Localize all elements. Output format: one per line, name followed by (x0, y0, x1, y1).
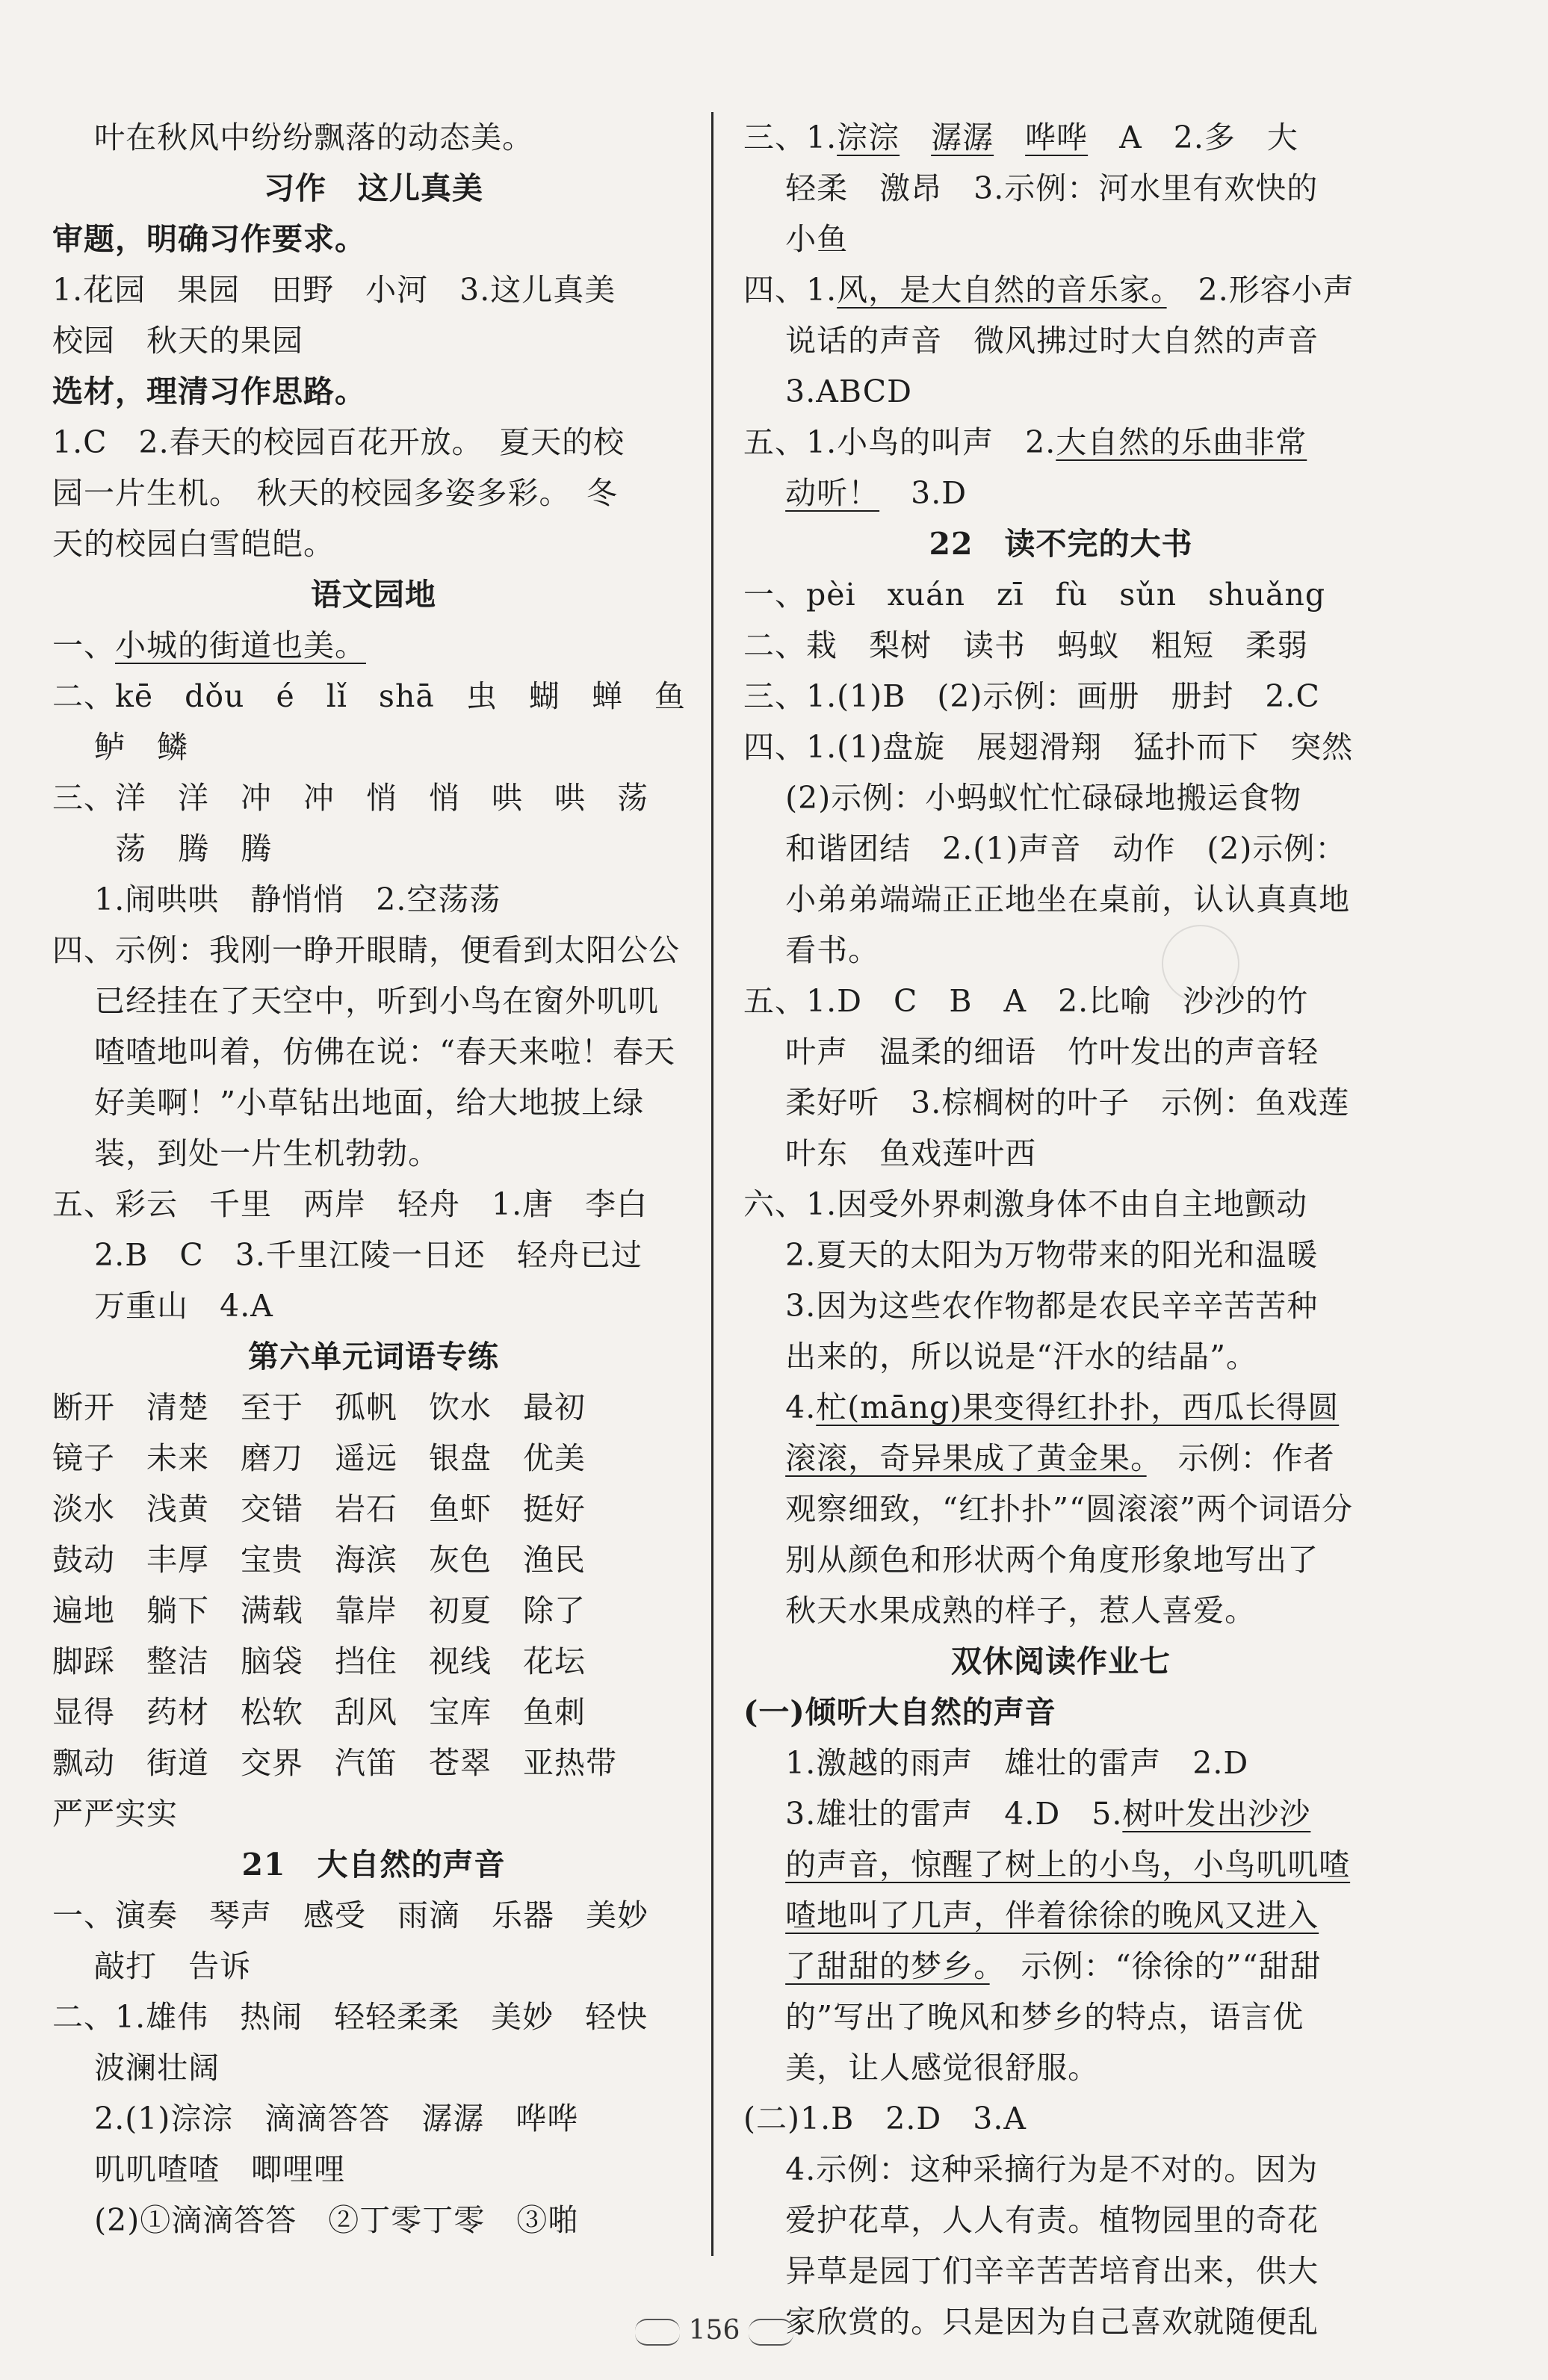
text-segment: 3.因为这些农作物都是农民辛辛苦苦种 (743, 1288, 1319, 1324)
text-segment: 五、彩云 千里 两岸 轻舟 1.唐 李白 (52, 1186, 648, 1222)
text-segment: A 2.多 大 (1088, 120, 1298, 155)
text-segment (743, 1847, 785, 1882)
section-heading (743, 518, 1378, 569)
column-divider (711, 112, 713, 2256)
text-segment: 三、1. (743, 120, 838, 155)
section-heading (52, 1331, 695, 1382)
text-segment: 家欣赏的。只是因为自己喜欢就随便乱 (743, 2304, 1319, 2340)
text-segment: 喳地叫了几声，伴着徐徐的晚风又进入 (785, 1897, 1319, 1933)
text-segment (743, 1440, 785, 1476)
text-segment: 看书。 (743, 932, 880, 968)
text-line (743, 1484, 1378, 1534)
text-line (743, 1992, 1378, 2042)
text-line (52, 214, 695, 264)
text-segment: 波澜壮阔 (52, 2050, 220, 2086)
text-segment: 潺潺 (931, 120, 994, 155)
text-line (52, 468, 695, 518)
text-line (52, 1026, 695, 1077)
text-segment: 滚滚，奇异果成了黄金果。 (785, 1440, 1147, 1476)
text-line (743, 2195, 1378, 2246)
text-segment (743, 475, 785, 511)
text-line (52, 112, 695, 163)
text-segment: 1.花园 果园 田野 小河 3.这儿真美 (52, 272, 616, 308)
text-segment: 鼓动 丰厚 宝贵 海滨 灰色 渔民 (52, 1542, 586, 1578)
text-segment: 鲈 鳞 (52, 729, 189, 765)
text-line (743, 163, 1378, 214)
text-segment (900, 120, 931, 155)
text-line (743, 620, 1378, 671)
text-segment: 淙淙 (837, 120, 900, 155)
text-line (52, 1534, 695, 1585)
text-segment: 四、示例：我刚一睁开眼睛，便看到太阳公公 (52, 932, 680, 968)
section-heading (52, 1839, 695, 1890)
text-line (743, 976, 1378, 1026)
text-line (52, 1636, 695, 1687)
text-line (52, 2093, 695, 2144)
text-line (52, 1077, 695, 1128)
text-line (52, 315, 695, 366)
text-line (52, 1992, 695, 2042)
text-line (743, 1382, 1378, 1433)
text-segment: 一、 (52, 627, 115, 663)
text-segment: 杧(māng)果变得红扑扑，西瓜长得圆 (816, 1389, 1340, 1425)
text-line (743, 874, 1378, 925)
text-segment: 校园 秋天的果园 (52, 323, 303, 359)
text-segment (994, 120, 1025, 155)
text-segment: 装，到处一片生机勃勃。 (52, 1135, 440, 1171)
text-segment: 显得 药材 松软 刮风 宝库 鱼刺 (52, 1694, 586, 1730)
text-line (743, 264, 1378, 315)
text-segment (743, 1897, 785, 1933)
text-segment: 小鱼 (743, 221, 849, 257)
text-line (52, 2144, 695, 2195)
text-segment: 1.激越的雨声 雄壮的雷声 2.D (743, 1745, 1249, 1781)
text-segment: 大自然的乐曲非常 (1056, 424, 1307, 460)
text-segment: 观察细致，“红扑扑”“圆滚滚”两个词语分 (743, 1491, 1353, 1527)
text-line (743, 1026, 1378, 1077)
text-line (743, 468, 1378, 518)
page-number: 156 (669, 2308, 759, 2353)
text-segment: 淡水 浅黄 交错 岩石 鱼虾 挺好 (52, 1491, 586, 1527)
text-line (743, 366, 1378, 417)
text-segment: 叶在秋风中纷纷飘落的动态美。 (52, 120, 534, 155)
text-line (743, 1433, 1378, 1484)
text-line (52, 1280, 695, 1331)
text-line (743, 214, 1378, 264)
text-line (52, 1128, 695, 1179)
text-segment: 别从颜色和形状两个角度形象地写出了 (743, 1542, 1319, 1578)
text-segment: 三、洋 洋 冲 冲 悄 悄 哄 哄 荡 (52, 780, 648, 816)
text-line (743, 1179, 1378, 1230)
text-segment: 二、1.雄伟 热闹 轻轻柔柔 美妙 轻快 (52, 1999, 648, 2035)
text-line (743, 925, 1378, 976)
text-line (52, 1484, 695, 1534)
text-line (743, 722, 1378, 772)
text-line (52, 1890, 695, 1941)
text-segment: 四、1. (743, 272, 838, 308)
watermark-stamp (1162, 925, 1239, 1002)
right-column (743, 112, 1378, 2347)
text-segment: 镜子 未来 磨刀 遥远 银盘 优美 (52, 1440, 586, 1476)
text-segment: 六、1.因受外界刺激身体不由自主地颤动 (743, 1186, 1308, 1222)
text-line (743, 1280, 1378, 1331)
text-segment: 2.B C 3.千里江陵一日还 轻舟已过 (52, 1237, 643, 1273)
text-segment: 荡 腾 腾 (52, 831, 273, 867)
text-line (52, 1585, 695, 1636)
text-segment: 2.夏天的太阳为万物带来的阳光和温暖 (743, 1237, 1319, 1273)
text-segment (743, 1948, 785, 1984)
text-line (52, 925, 695, 976)
text-segment: 叶东 鱼戏莲叶西 (743, 1135, 1037, 1171)
text-segment: 3.雄壮的雷声 4.D 5. (743, 1796, 1123, 1832)
text-line (743, 671, 1378, 722)
text-segment: 三、1.(1)B (2)示例：画册 册封 2.C (743, 678, 1320, 714)
text-line (52, 976, 695, 1026)
text-segment: 4. (743, 1389, 817, 1425)
text-line (743, 1230, 1378, 1280)
text-segment: 脚踩 整洁 脑袋 挡住 视线 花坛 (52, 1643, 586, 1679)
text-segment: 已经挂在了天空中，听到小鸟在窗外叽叽 (52, 983, 660, 1019)
text-segment: 选材，理清习作思路。 (52, 374, 366, 409)
text-line (743, 2246, 1378, 2296)
text-segment: 秋天水果成熟的样子，惹人喜爱。 (743, 1593, 1257, 1628)
text-segment: 严严实实 (52, 1796, 178, 1832)
text-line (743, 315, 1378, 366)
text-segment: 的声音，惊醒了树上的小鸟，小鸟叽叽喳 (785, 1847, 1351, 1882)
text-line (743, 1077, 1378, 1128)
text-line (52, 518, 695, 569)
text-segment: 语文园地 (311, 577, 436, 613)
text-line (743, 1331, 1378, 1382)
text-segment: 爱护花草，人人有责。植物园里的奇花 (743, 2202, 1319, 2238)
text-line (743, 569, 1378, 620)
text-segment: 二、栽 梨树 读书 蚂蚁 粗短 柔弱 (743, 627, 1308, 663)
text-segment: (二)1.B 2.D 3.A (743, 2101, 1027, 2136)
text-segment: 喳喳地叫着，仿佛在说：“春天来啦！春天 (52, 1034, 676, 1070)
text-segment: 了甜甜的梦乡。 (785, 1948, 990, 1984)
text-segment: 1.C 2.春天的校园百花开放。 夏天的校 (52, 424, 625, 460)
text-line (52, 1738, 695, 1788)
text-segment: 飘动 街道 交界 汽笛 苍翠 亚热带 (52, 1745, 617, 1781)
text-line (52, 264, 695, 315)
text-segment: 断开 清楚 至于 孤帆 饮水 最初 (52, 1389, 586, 1425)
text-segment: 审题，明确习作要求。 (52, 221, 366, 257)
text-line (743, 1585, 1378, 1636)
text-segment: 四、1.(1)盘旋 展翅滑翔 猛扑而下 突然 (743, 729, 1354, 765)
text-line (52, 366, 695, 417)
text-segment: 第六单元词语专练 (248, 1339, 499, 1375)
text-line (52, 1687, 695, 1738)
text-segment: 小城的街道也美。 (115, 627, 366, 663)
text-line (52, 620, 695, 671)
text-line (52, 1788, 695, 1839)
text-segment: 园一片生机。 秋天的校园多姿多彩。 冬 (52, 475, 618, 511)
section-heading (52, 569, 695, 620)
text-line (52, 1382, 695, 1433)
text-segment: 好美啊！”小草钻出地面，给大地披上绿 (52, 1085, 645, 1121)
text-line (52, 671, 695, 722)
text-line (743, 417, 1378, 468)
text-line (743, 2093, 1378, 2144)
text-line (743, 823, 1378, 874)
text-segment: 敲打 告诉 (52, 1948, 252, 1984)
text-segment: 21 大自然的声音 (241, 1847, 506, 1882)
text-line (52, 1179, 695, 1230)
text-segment: 二、kē dǒu é lǐ shā 虫 蝴 蝉 鱼 (52, 678, 686, 714)
text-segment: 树叶发出沙沙 (1122, 1796, 1311, 1832)
text-segment: (2)示例：小蚂蚁忙忙碌碌地搬运食物 (743, 780, 1302, 816)
text-segment: 1.闹哄哄 静悄悄 2.空荡荡 (52, 881, 501, 917)
text-segment: 3.D (879, 475, 967, 511)
text-segment: 2.形容小声 (1166, 272, 1354, 308)
text-line (52, 1941, 695, 1992)
text-segment: 习作 这儿真美 (264, 170, 483, 206)
text-line (743, 1890, 1378, 1941)
text-segment: 22 读不完的大书 (929, 526, 1193, 562)
text-line (52, 2042, 695, 2093)
text-segment: (2)①滴滴答答 ②丁零丁零 ③啪 (52, 2202, 580, 2238)
text-segment: 一、pèi xuán zī fù sǔn shuǎng (743, 577, 1326, 613)
text-line (743, 1738, 1378, 1788)
text-segment: 2.(1)淙淙 滴滴答答 潺潺 哗哗 (52, 2101, 579, 2136)
text-segment: 小弟弟端端正正地坐在桌前，认认真真地 (743, 881, 1351, 917)
text-segment: 轻柔 激昂 3.示例：河水里有欢快的 (743, 170, 1319, 206)
text-segment: 异草是园丁们辛辛苦苦培育出来，供大 (743, 2253, 1319, 2289)
text-line (743, 1941, 1378, 1992)
section-heading (743, 1636, 1378, 1687)
text-segment: 美，让人感觉很舒服。 (743, 2050, 1100, 2086)
text-segment: 的”写出了晚风和梦乡的特点，语言优 (743, 1999, 1304, 2035)
text-line (743, 112, 1378, 163)
text-segment: 双休阅读作业七 (951, 1643, 1171, 1679)
text-line (743, 1128, 1378, 1179)
text-line (743, 1534, 1378, 1585)
text-line (743, 1687, 1378, 1738)
text-line (52, 1433, 695, 1484)
text-segment: 遍地 躺下 满载 靠岸 初夏 除了 (52, 1593, 586, 1628)
text-line (52, 823, 695, 874)
text-line (52, 874, 695, 925)
text-line (52, 1230, 695, 1280)
text-line (743, 2144, 1378, 2195)
text-segment: 哗哗 (1025, 120, 1089, 155)
text-line (52, 417, 695, 468)
text-segment: 五、1.小鸟的叫声 2. (743, 424, 1056, 460)
text-line (743, 1788, 1378, 1839)
text-segment: 示例：作者 (1146, 1440, 1335, 1476)
text-segment: 一、演奏 琴声 感受 雨滴 乐器 美妙 (52, 1897, 648, 1933)
text-line (743, 2042, 1378, 2093)
text-line (743, 772, 1378, 823)
text-line (743, 2296, 1378, 2347)
text-segment: 叽叽喳喳 唧哩哩 (52, 2151, 346, 2187)
text-segment: 柔好听 3.棕榈树的叶子 示例：鱼戏莲 (743, 1085, 1350, 1121)
text-segment: 五、1.D C B A 2.比喻 沙沙的竹 (743, 983, 1309, 1019)
text-line (52, 772, 695, 823)
text-segment: 说话的声音 微风拂过时大自然的声音 (743, 323, 1319, 359)
left-column (52, 112, 695, 2246)
text-segment: 风，是大自然的音乐家。 (837, 272, 1167, 308)
text-segment: 出来的，所以说是“汗水的结晶”。 (743, 1339, 1258, 1375)
text-segment: 天的校园白雪皑皑。 (52, 526, 335, 562)
text-segment: 4.示例：这种采摘行为是不对的。因为 (743, 2151, 1319, 2187)
section-heading (52, 163, 695, 214)
text-segment: 动听！ (785, 475, 880, 511)
text-line (52, 722, 695, 772)
text-segment: 3.ABCD (743, 374, 912, 409)
text-segment: (一)倾听大自然的声音 (743, 1694, 1056, 1730)
text-segment: 叶声 温柔的细语 竹叶发出的声音轻 (743, 1034, 1319, 1070)
text-segment: 示例：“徐徐的”“甜甜 (989, 1948, 1322, 1984)
text-segment: 万重山 4.A (52, 1288, 273, 1324)
text-line (52, 2195, 695, 2246)
text-segment: 和谐团结 2.(1)声音 动作 (2)示例： (743, 831, 1347, 867)
text-line (743, 1839, 1378, 1890)
